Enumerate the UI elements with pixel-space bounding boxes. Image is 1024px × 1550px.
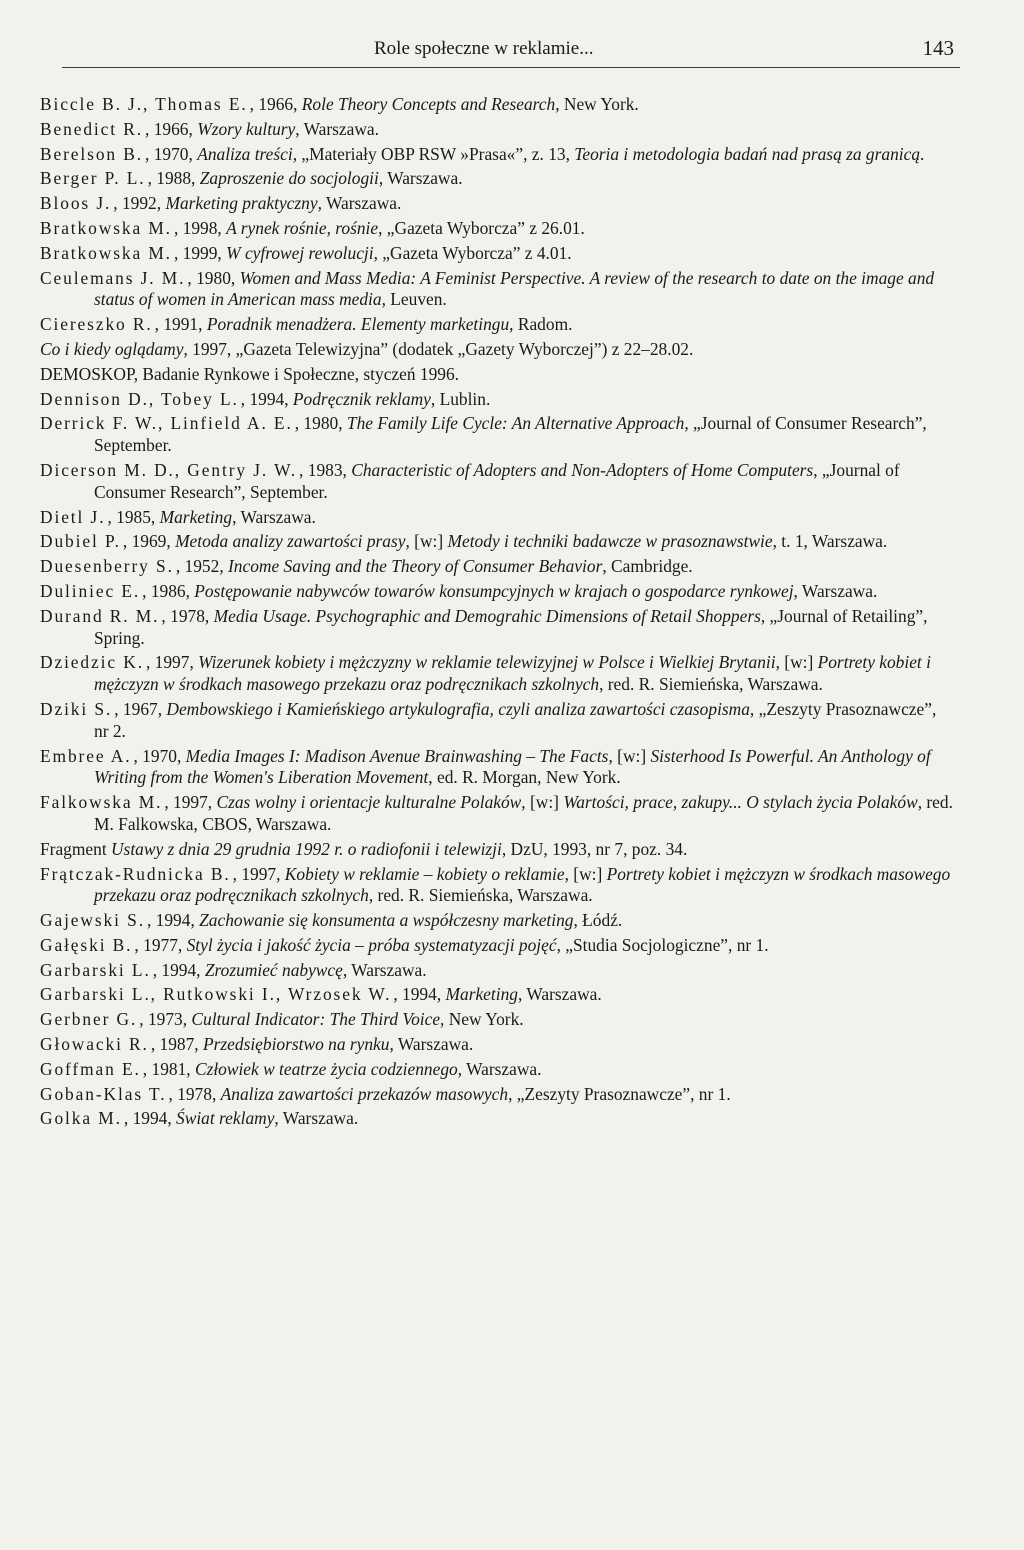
- bibliography-entry: Garbarski L., Rutkowski I., Wrzosek W. , 1994, Marketing, Warszawa.: [40, 984, 602, 1005]
- bibliography-entry: Golka M. , 1994, Świat reklamy, Warszawa.: [40, 1108, 359, 1129]
- bibliography-entry: Dziki S. , 1967, Dembowskiego i Kamieńskiego artykulografia, czyli analiza zawartości czasopisma, „Zeszyty Prasoznawcze”, nr 2.: [40, 698, 937, 741]
- entry-author: Frątczak-Rudnicka B.: [40, 863, 231, 884]
- bibliography-entry: Derrick F. W., Linfield A. E. , 1980, The Family Life Cycle: An Alternative Approach, „Journal of Consumer Research”, September.: [40, 413, 927, 456]
- entry-details: Fragment Ustawy z dnia 29 grudnia 1992 r. o radiofonii i telewizji, DzU, 1993, nr 7, poz. 34.: [40, 838, 688, 859]
- page-header: [62, 34, 962, 68]
- entry-author: Duliniec E.: [40, 580, 141, 601]
- entry-details: 1985, Marketing, Warszawa.: [116, 506, 316, 527]
- entry-author: Gałęski B.: [40, 934, 133, 955]
- bibliography-entry: Gajewski S. , 1994, Zachowanie się konsumenta a współczesny marketing, Łódź.: [40, 910, 623, 931]
- bibliography-entry: [40, 339, 954, 361]
- entry-author: Derrick F. W., Linfield A. E.: [40, 413, 293, 434]
- entry-author: Benedict R.: [40, 118, 144, 139]
- bibliography-entry: Frątczak-Rudnicka B. , 1997, Kobiety w reklamie – kobiety o reklamie, [w:] Portrety kobiet i mężczyzn w środkach masowego przekazu oraz podręcznikach szkolnych, red. R. Siemieńska, Warszawa.: [40, 863, 951, 906]
- page-number: 143: [922, 36, 954, 60]
- entry-author: Bratkowska M.: [40, 242, 172, 263]
- bibliography-entry: Durand R. M. , 1978, Media Usage. Psychographic and Demograhic Dimensions of Retail Shoppers, „Journal of Retailing”, Spring.: [40, 605, 928, 648]
- entry-details: 1980, Women and Mass Media: A Feminist Perspective. A review of the research to date on the image and status of women in American mass media, Leuven.: [94, 267, 935, 310]
- entry-author: Goffman E.: [40, 1058, 141, 1079]
- bibliography-entry: Dennison D., Tobey L. , 1994, Podręcznik reklamy, Lublin.: [40, 388, 491, 409]
- entry-details: 1986, Postępowanie nabywców towarów konsumpcyjnych w krajach o gospodarce rynkowej, Warszawa.: [150, 580, 878, 601]
- entry-details: DEMOSKOP, Badanie Rynkowe i Społeczne, styczeń 1996.: [40, 363, 460, 384]
- bibliography-list: [40, 94, 954, 1133]
- entry-details: 1999, W cyfrowej rewolucji, „Gazeta Wyborcza” z 4.01.: [182, 242, 572, 263]
- entry-details: 1980, The Family Life Cycle: An Alternative Approach, „Journal of Consumer Research”, September.: [94, 413, 927, 456]
- entry-author: Dubiel P.: [40, 531, 121, 552]
- entry-author: Duesenberry S.: [40, 556, 174, 577]
- entry-details: 1970, Media Images I: Madison Avenue Brainwashing – The Facts, [w:] Sisterhood Is Powerful. An Anthology of Writing from the Women's Liberation Movement, ed. R. Morgan, New York.: [94, 745, 931, 788]
- entry-details: 1973, Cultural Indicator: The Third Voice, New York.: [147, 1009, 524, 1030]
- bibliography-entry: Dicerson M. D., Gentry J. W. , 1983, Characteristic of Adopters and Non-Adopters of Home Computers, „Journal of Consumer Research”, September.: [40, 459, 900, 502]
- entry-details: 1970, Analiza treści, „Materiały OBP RSW »Prasa«”, z. 13, Teoria i metodologia badań nad prasą za granicą.: [153, 143, 925, 164]
- entry-details: 1969, Metoda analizy zawartości prasy, [w:] Metody i techniki badawcze w prasoznawstwie, t. 1, Warszawa.: [131, 531, 888, 552]
- bibliography-entry: Goffman E. , 1981, Człowiek w teatrze życia codziennego, Warszawa.: [40, 1058, 542, 1079]
- bibliography-entry: [40, 839, 954, 861]
- entry-details: 1997, Czas wolny i orientacje kulturalne Polaków, [w:] Wartości, prace, zakupy... O stylach życia Polaków, red. M. Falkowska, CBOS, Warszawa.: [94, 792, 953, 834]
- entry-details: 1952, Income Saving and the Theory of Consumer Behavior, Cambridge.: [184, 556, 693, 577]
- entry-details: 1981, Człowiek w teatrze życia codziennego, Warszawa.: [151, 1058, 542, 1079]
- entry-details: Co i kiedy oglądamy, 1997, „Gazeta Telewizyjna” (dodatek „Gazety Wyborczej”) z 22–28.02.: [40, 338, 694, 359]
- bibliography-entry: Falkowska M. , 1997, Czas wolny i orientacje kulturalne Polaków, [w:] Wartości, prace, zakupy... O stylach życia Polaków, red. M. Falkowska, CBOS, Warszawa.: [40, 792, 953, 834]
- entry-author: Dicerson M. D., Gentry J. W.: [40, 459, 298, 480]
- bibliography-entry: Ceulemans J. M. , 1980, Women and Mass Media: A Feminist Perspective. A review of the research to date on the image and status of women in American mass media, Leuven.: [40, 267, 935, 310]
- entry-author: Bloos J.: [40, 193, 112, 214]
- entry-details: 1987, Przedsiębiorstwo na rynku, Warszawa.: [159, 1034, 474, 1055]
- entry-author: Durand R. M.: [40, 605, 160, 626]
- entry-author: Berger P. L.: [40, 168, 146, 189]
- entry-details: 1994, Zrozumieć nabywcę, Warszawa.: [161, 959, 427, 980]
- entry-author: Garbarski L.: [40, 959, 151, 980]
- entry-details: 1988, Zaproszenie do socjologii, Warszawa.: [156, 168, 463, 189]
- bibliography-entry: Ciereszko R. , 1991, Poradnik menadżera. Elementy marketingu, Radom.: [40, 314, 573, 335]
- entry-author: Falkowska M.: [40, 792, 163, 813]
- entry-details: 1997, Kobiety w reklamie – kobiety o reklamie, [w:] Portrety kobiet i mężczyzn w środkach masowego przekazu oraz podręcznikach szkolnych, red. R. Siemieńska, Warszawa.: [94, 863, 951, 906]
- entry-details: 1997, Wizerunek kobiety i mężczyzny w reklamie telewizyjnej w Polsce i Wielkiej Brytanii, [w:] Portrety kobiet i mężczyzn w środkach masowego przekazu oraz podręcznikach szkolnych, red. R. Siemieńska, Warszawa.: [94, 652, 931, 695]
- entry-details: 1994, Świat reklamy, Warszawa.: [132, 1108, 359, 1129]
- bibliography-entry: Garbarski L. , 1994, Zrozumieć nabywcę, Warszawa.: [40, 959, 427, 980]
- bibliography-entry: Gałęski B. , 1977, Styl życia i jakość życia – próba systematyzacji pojęć, „Studia Socjologiczne”, nr 1.: [40, 934, 769, 955]
- bibliography-entry: Goban-Klas T. , 1978, Analiza zawartości przekazów masowych, „Zeszyty Prasoznawcze”, nr 1.: [40, 1083, 731, 1104]
- bibliography-entry: Berger P. L. , 1988, Zaproszenie do socjologii, Warszawa.: [40, 168, 463, 189]
- entry-author: Biccle B. J., Thomas E.: [40, 94, 248, 114]
- entry-details: 1998, A rynek rośnie, rośnie, „Gazeta Wyborcza” z 26.01.: [182, 217, 585, 238]
- bibliography-entry: Bloos J. , 1992, Marketing praktyczny, Warszawa.: [40, 193, 402, 214]
- bibliography-entry: Dietl J. , 1985, Marketing, Warszawa.: [40, 506, 316, 527]
- bibliography-entry: Duesenberry S. , 1952, Income Saving and the Theory of Consumer Behavior, Cambridge.: [40, 556, 693, 577]
- entry-details: 1991, Poradnik menadżera. Elementy marketingu, Radom.: [163, 314, 573, 335]
- entry-author: Ceulemans J. M.: [40, 267, 186, 288]
- bibliography-entry: Bratkowska M. , 1998, A rynek rośnie, rośnie, „Gazeta Wyborcza” z 26.01.: [40, 217, 585, 238]
- running-title: Role społeczne w reklamie...: [374, 38, 594, 59]
- entry-details: 1994, Podręcznik reklamy, Lublin.: [249, 388, 491, 409]
- entry-author: Bratkowska M.: [40, 217, 172, 238]
- bibliography-entry: Biccle B. J., Thomas E. , 1966, Role Theory Concepts and Research, New York.: [40, 94, 639, 114]
- bibliography-entry: Dubiel P. , 1969, Metoda analizy zawartości prasy, [w:] Metody i techniki badawcze w prasoznawstwie, t. 1, Warszawa.: [40, 531, 888, 552]
- entry-details: 1978, Media Usage. Psychographic and Demograhic Dimensions of Retail Shoppers, „Journal of Retailing”, Spring.: [94, 605, 928, 648]
- bibliography-entry: Głowacki R. , 1987, Przedsiębiorstwo na rynku, Warszawa.: [40, 1034, 474, 1055]
- entry-author: Ciereszko R.: [40, 314, 153, 335]
- entry-author: Dziedzic K.: [40, 652, 144, 673]
- entry-author: Dennison D., Tobey L.: [40, 388, 239, 409]
- entry-author: Goban-Klas T.: [40, 1083, 167, 1104]
- bibliography-entry: Embree A. , 1970, Media Images I: Madison Avenue Brainwashing – The Facts, [w:] Sisterhood Is Powerful. An Anthology of Writing from the Women's Liberation Movement, ed. R. Morgan, New York.: [40, 745, 931, 788]
- entry-details: 1994, Marketing, Warszawa.: [402, 984, 602, 1005]
- entry-details: 1966, Role Theory Concepts and Research, New York.: [258, 94, 639, 114]
- bibliography-entry: Gerbner G. , 1973, Cultural Indicator: The Third Voice, New York.: [40, 1009, 524, 1030]
- bibliography-entry: [40, 364, 954, 386]
- bibliography-entry: Benedict R. , 1966, Wzory kultury, Warszawa.: [40, 118, 379, 139]
- entry-details: 1966, Wzory kultury, Warszawa.: [153, 118, 379, 139]
- entry-details: 1994, Zachowanie się konsumenta a współczesny marketing, Łódź.: [155, 910, 623, 931]
- bibliography-entry: Dziedzic K. , 1997, Wizerunek kobiety i mężczyzny w reklamie telewizyjnej w Polsce i Wielkiej Brytanii, [w:] Portrety kobiet i mężczyzn w środkach masowego przekazu oraz podręcznikach szkolnych, red. R. Siemieńska, Warszawa.: [40, 652, 931, 695]
- entry-author: Gerbner G.: [40, 1009, 138, 1030]
- entry-author: Głowacki R.: [40, 1034, 149, 1055]
- bibliography-entry: Duliniec E. , 1986, Postępowanie nabywców towarów konsumpcyjnych w krajach o gospodarce rynkowej, Warszawa.: [40, 580, 878, 601]
- bibliography-entry: Berelson B. , 1970, Analiza treści, „Materiały OBP RSW »Prasa«”, z. 13, Teoria i metodologia badań nad prasą za granicą.: [40, 143, 925, 164]
- entry-details: 1977, Styl życia i jakość życia – próba systematyzacji pojęć, „Studia Socjologiczne”, nr 1.: [143, 934, 769, 955]
- header-rule: [62, 67, 960, 68]
- entry-details: 1967, Dembowskiego i Kamieńskiego artykulografia, czyli analiza zawartości czasopisma, „Zeszyty Prasoznawcze”, nr 2.: [94, 698, 937, 741]
- entry-author: Golka M.: [40, 1108, 122, 1129]
- bibliography-entry: Bratkowska M. , 1999, W cyfrowej rewolucji, „Gazeta Wyborcza” z 4.01.: [40, 242, 572, 263]
- entry-author: Berelson B.: [40, 143, 144, 164]
- entry-author: Embree A.: [40, 745, 132, 766]
- entry-author: Dietl J.: [40, 506, 106, 527]
- entry-author: Dziki S.: [40, 698, 113, 719]
- entry-details: 1978, Analiza zawartości przekazów masowych, „Zeszyty Prasoznawcze”, nr 1.: [177, 1083, 731, 1104]
- entry-author: Garbarski L., Rutkowski I., Wrzosek W.: [40, 984, 392, 1005]
- entry-author: Gajewski S.: [40, 910, 145, 931]
- entry-details: 1992, Marketing praktyczny, Warszawa.: [121, 193, 402, 214]
- entry-details: 1983, Characteristic of Adopters and Non-Adopters of Home Computers, „Journal of Consumer Research”, September.: [94, 459, 900, 502]
